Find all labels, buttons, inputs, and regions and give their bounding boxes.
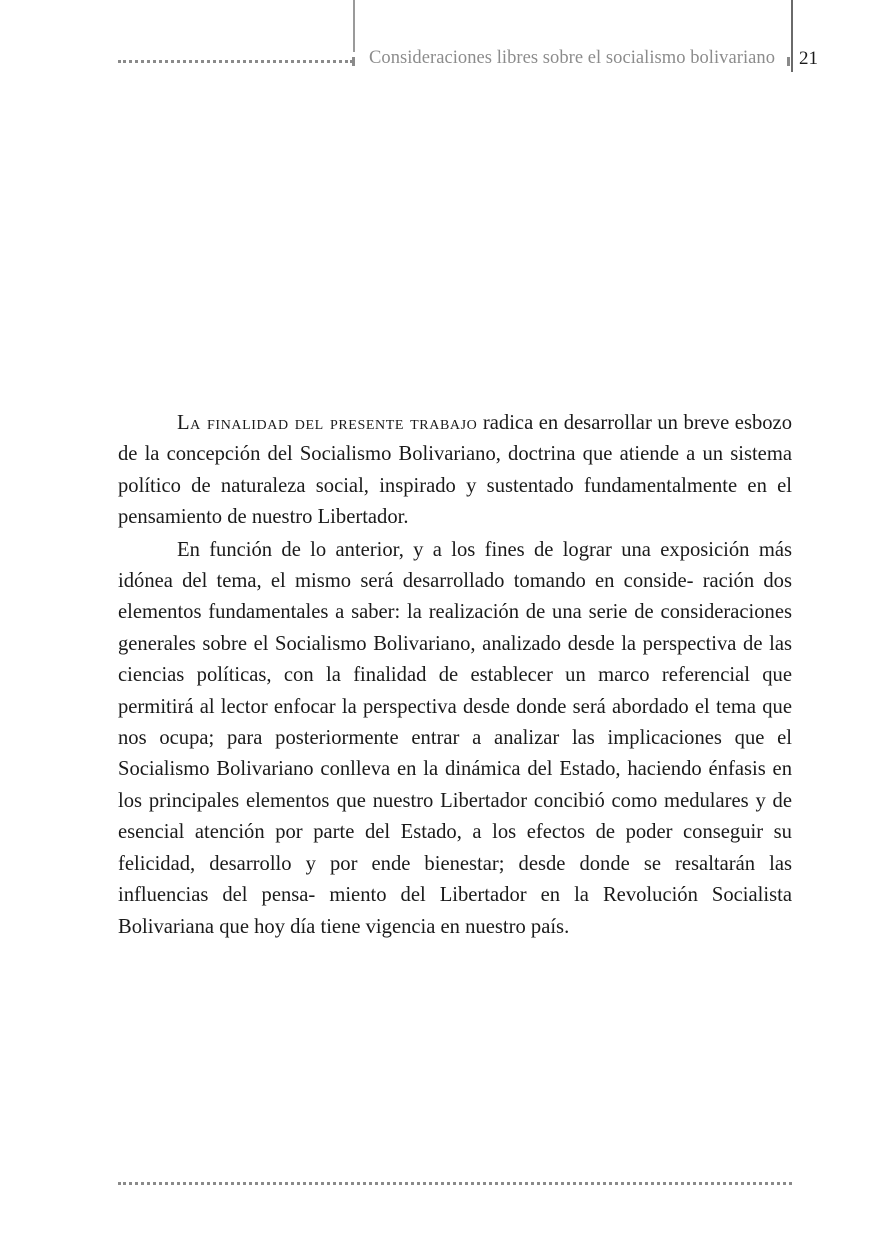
p1-line-4: fundamentalmente en el pensamiento de nuestro Libertador. bbox=[118, 474, 793, 529]
running-title: Consideraciones libres sobre el socialismo bolivariano bbox=[369, 48, 776, 68]
header-divider-right bbox=[791, 0, 793, 72]
page-number: 21 bbox=[799, 48, 818, 69]
header-tick-right bbox=[787, 57, 790, 66]
header-dotted-rule bbox=[118, 60, 353, 63]
p2-line-4: de consideraciones generales sobre el Socialismo Bolivariano, analizado bbox=[118, 601, 792, 655]
p2-line-7: donde será abordado el tema que nos ocupa; para posteriormente entrar bbox=[118, 695, 792, 750]
p2-line-12: y por ende bienestar; desde donde se resaltarán las influencias del pensa- bbox=[118, 852, 792, 907]
p2-line-3: ración dos elementos fundamentales a saber: la realización de una serie bbox=[118, 570, 792, 624]
body-text bbox=[118, 408, 792, 944]
p2-line-9: dinámica del Estado, haciendo énfasis en los principales elementos que bbox=[118, 758, 792, 812]
p2-line-13: miento del Libertador en la Revolución Socialista Bolivariana que hoy día bbox=[118, 884, 792, 938]
p2-line-10: nuestro Libertador concibió como medulares y de esencial atención por bbox=[118, 789, 792, 844]
p1-line-3: atiende a un sistema político de naturaleza social, inspirado y sustentado bbox=[118, 443, 792, 497]
p2-line-8: a analizar las implicaciones que el Socialismo Bolivariano conlleva en la bbox=[118, 727, 792, 781]
lead-in-smallcaps: La finalidad del presente trabajo bbox=[177, 412, 478, 434]
header-tick-left bbox=[352, 57, 355, 66]
p2-line-2: más idónea del tema, el mismo será desarrollado tomando en conside- bbox=[118, 538, 792, 593]
header-divider-left bbox=[353, 0, 355, 52]
p2-line-5: desde la perspectiva de las ciencias políticas, con la finalidad de establecer bbox=[118, 632, 792, 687]
p1-line-2: breve esbozo de la concepción del Socialismo Bolivariano, doctrina que bbox=[118, 412, 792, 466]
p1-line-1: radica en desarrollar un bbox=[477, 412, 678, 434]
paragraph-1 bbox=[118, 408, 792, 534]
p2-line-11: parte del Estado, a los efectos de poder conseguir su felicidad, desarrollo bbox=[118, 821, 792, 875]
p2-line-14: tiene vigencia en nuestro país. bbox=[320, 915, 570, 938]
paragraph-2 bbox=[118, 535, 792, 943]
p2-line-6: un marco referencial que permitirá al lector enfocar la perspectiva desde bbox=[118, 664, 792, 718]
p2-line-1: En función de lo anterior, y a los fines de lograr una exposición bbox=[177, 538, 750, 561]
footer-dotted-rule bbox=[118, 1182, 792, 1185]
